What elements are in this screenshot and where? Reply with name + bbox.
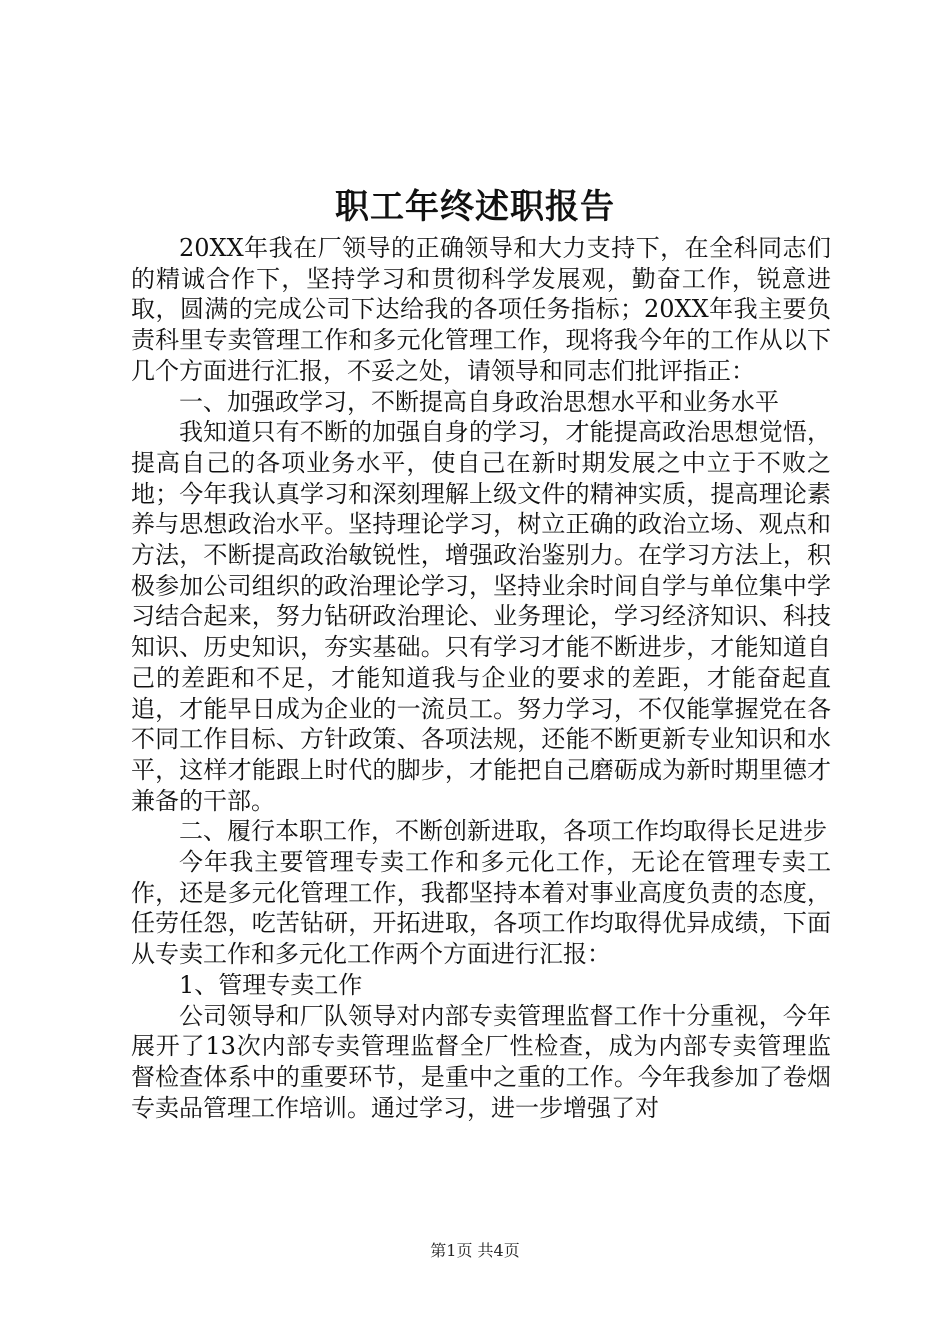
section-heading-2: 二、履行本职工作，不断创新进取，各项工作均取得长足进步 bbox=[179, 817, 827, 846]
page-footer: 第1页 共4页 bbox=[430, 1241, 520, 1260]
paragraph-intro: 20XX年我在厂领导的正确领导和大力支持下，在全科同志们的精诚合作下，坚持学习和贯彻科学发展观，勤奋工作，锐意进取，圆满的完成公司下达给我的各项任务指标；20XX年我主要负责科里专卖管理工作和多元化管理工作，现将我今年的工作从以下几个方面进行汇报，不妥之处，请领导和同志们批评指正： bbox=[131, 234, 831, 385]
paragraph-study: 我知道只有不断的加强自身的学习，才能提高政治思想觉悟，提高自己的各项业务水平，使自己在新时期发展之中立于不败之地；今年我认真学习和深刻理解上级文件的精神实质，提高理论素养与思想政治水平。坚持理论学习，树立正确的政治立场、观点和方法，不断提高政治敏锐性，增强政治鉴别力。在学习方法上，积极参加公司组织的政治理论学习，坚持业余时间自学与单位集中学习结合起来，努力钻研政治理论、业务理论，学习经济知识、科技知识、历史知识，夯实基础。只有学习才能不断进步，才能知道自己的差距和不足，才能知道我与企业的要求的差距，才能奋起直追，才能早日成为企业的一流员工。努力学习，不仅能掌握党在各不同工作目标、方针政策、各项法规，还能不断更新专业知识和水平，这样才能跟上时代的脚步，才能把自己磨砺成为新时期里德才兼备的干部。 bbox=[131, 418, 831, 815]
paragraph-duties: 今年我主要管理专卖工作和多元化工作，无论在管理专卖工作，还是多元化管理工作，我都坚持本着对事业高度负责的态度，任劳任怨，吃苦钻研，开拓进取，各项工作均取得优异成绩，下面从专卖工作和多元化工作两个方面进行汇报： bbox=[131, 848, 831, 969]
document-title: 职工年终述职报告 bbox=[335, 187, 615, 227]
subsection-heading-1: 1、管理专卖工作 bbox=[179, 970, 363, 999]
section-heading-1: 一、加强政学习，不断提高自身政治思想水平和业务水平 bbox=[179, 387, 779, 416]
document-body bbox=[131, 233, 831, 1123]
paragraph-monopoly: 公司领导和厂队领导对内部专卖管理监督工作十分重视，今年展开了13次内部专卖管理监督全厂性检查，成为内部专卖管理监督检查体系中的重要环节，是重中之重的工作。今年我参加了卷烟专卖品管理工作培训。通过学习，进一步增强了对 bbox=[131, 1001, 831, 1122]
